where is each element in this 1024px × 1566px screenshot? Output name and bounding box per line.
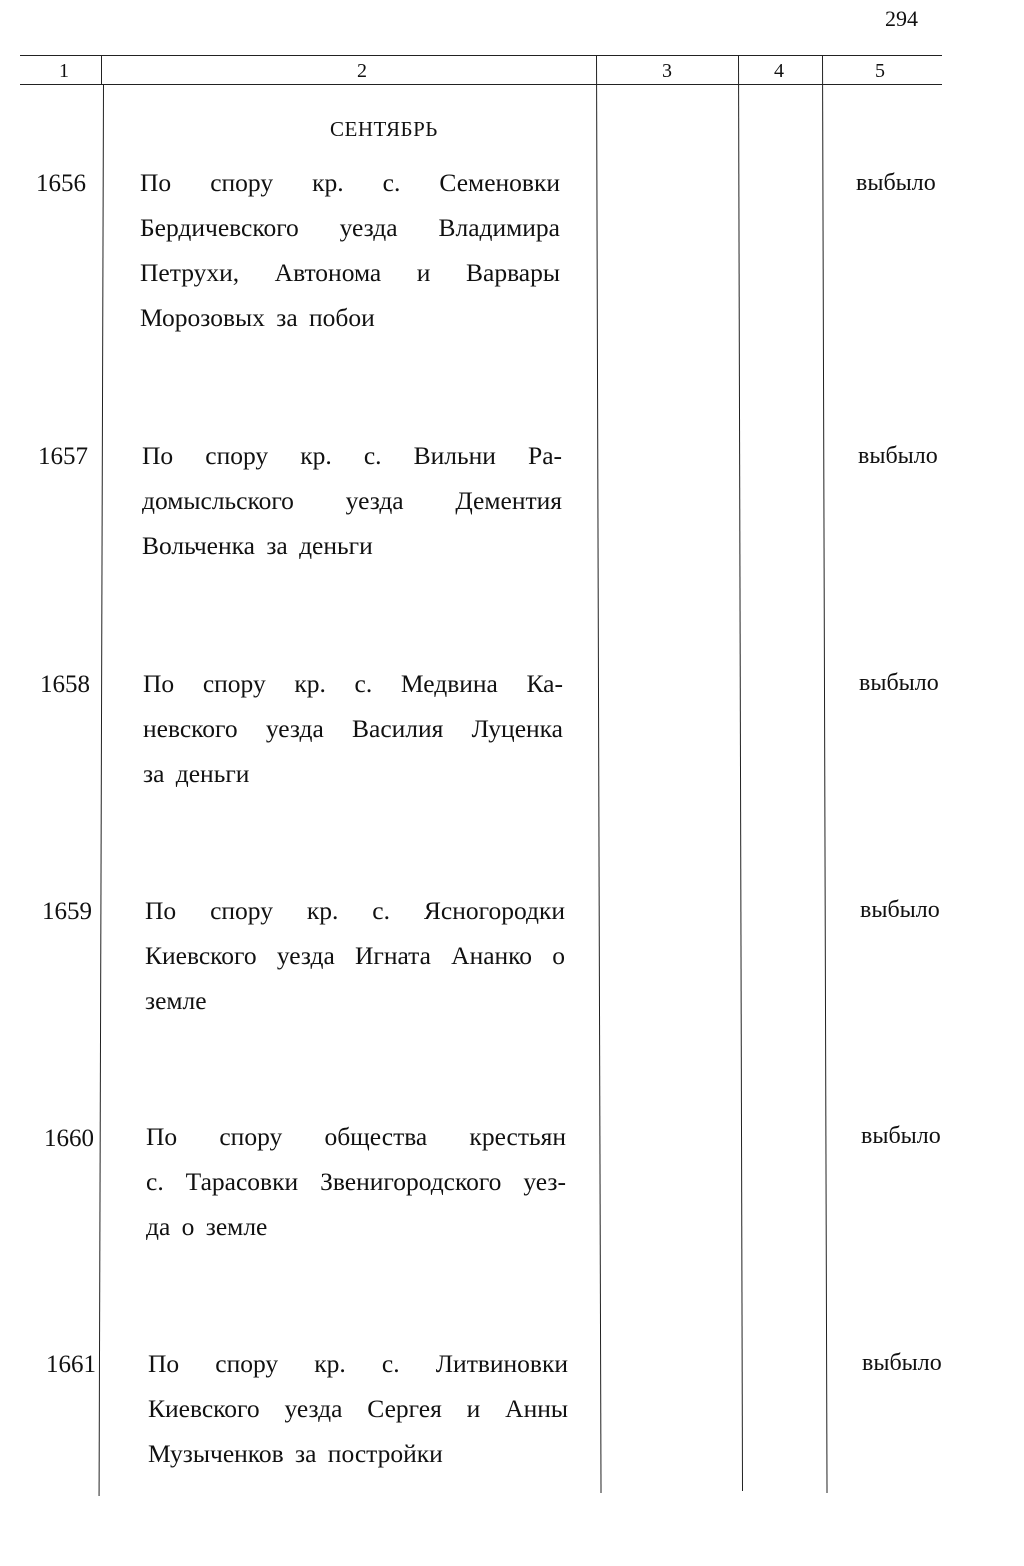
row-text-line: Киевского уезда Сергея и Анны (148, 1394, 568, 1423)
header-top-rule (20, 55, 942, 56)
row-text-line: Киевского уезда Игната Ананко о (145, 941, 565, 970)
row-status: выбыло (862, 1350, 942, 1376)
row-text-line: По спору кр. с. Ясногородки (145, 896, 565, 925)
row-description (146, 1114, 566, 1249)
row-status: выбыло (858, 443, 938, 469)
column-header-1: 1 (59, 60, 69, 82)
row-text-line: домысльского уезда Дементия (142, 486, 562, 515)
row-status: выбыло (860, 897, 940, 923)
row-text-line: невского уезда Василия Луценка (143, 714, 563, 743)
column-header-5: 5 (875, 60, 885, 82)
row-description (142, 433, 562, 568)
row-number: 1658 (40, 671, 90, 698)
header-bottom-rule (20, 84, 942, 85)
row-number: 1659 (42, 898, 92, 925)
row-text-line: По спору кр. с. Вильни Ра- (142, 441, 562, 470)
section-title: СЕНТЯБРЬ (330, 117, 438, 141)
row-description (145, 888, 565, 1023)
row-text-line: земле (145, 986, 207, 1015)
row-text-line: По спору кр. с. Литвиновки (148, 1349, 568, 1378)
row-text-line: По спору кр. с. Медвина Ка- (143, 669, 563, 698)
page-number: 294 (885, 6, 918, 31)
column-header-3: 3 (662, 60, 672, 82)
row-number: 1657 (38, 443, 88, 470)
row-text-line: Музыченков за постройки (148, 1439, 443, 1468)
column-header-2: 2 (357, 60, 367, 82)
row-number: 1661 (46, 1351, 96, 1378)
column-divider-3-4 (738, 55, 743, 1491)
row-number: 1660 (44, 1125, 94, 1152)
column-divider-4-5 (822, 55, 828, 1493)
row-description (143, 661, 563, 796)
column-header-4: 4 (774, 60, 784, 82)
row-status: выбыло (856, 170, 936, 196)
row-text-line: Бердичевского уезда Владимира (140, 213, 560, 242)
row-status: выбыло (859, 670, 939, 696)
column-divider-2-3 (596, 55, 602, 1493)
row-number: 1656 (36, 170, 86, 197)
row-status: выбыло (861, 1123, 941, 1149)
row-text-line: Петрухи, Автонома и Варвары (140, 258, 560, 287)
row-description (140, 160, 560, 340)
row-text-line: По спору общества крестьян (146, 1122, 566, 1151)
column-divider-1-2-body (99, 84, 104, 1496)
row-description (148, 1341, 568, 1476)
row-text-line: Морозовых за побои (140, 303, 375, 332)
row-text-line: Вольченка за деньги (142, 531, 373, 560)
column-divider-1-2 (101, 55, 102, 85)
row-text-line: за деньги (143, 759, 250, 788)
row-text-line: По спору кр. с. Семеновки (140, 168, 560, 197)
row-text-line: да о земле (146, 1212, 268, 1241)
row-text-line: с. Тарасовки Звенигородского уез- (146, 1167, 566, 1196)
